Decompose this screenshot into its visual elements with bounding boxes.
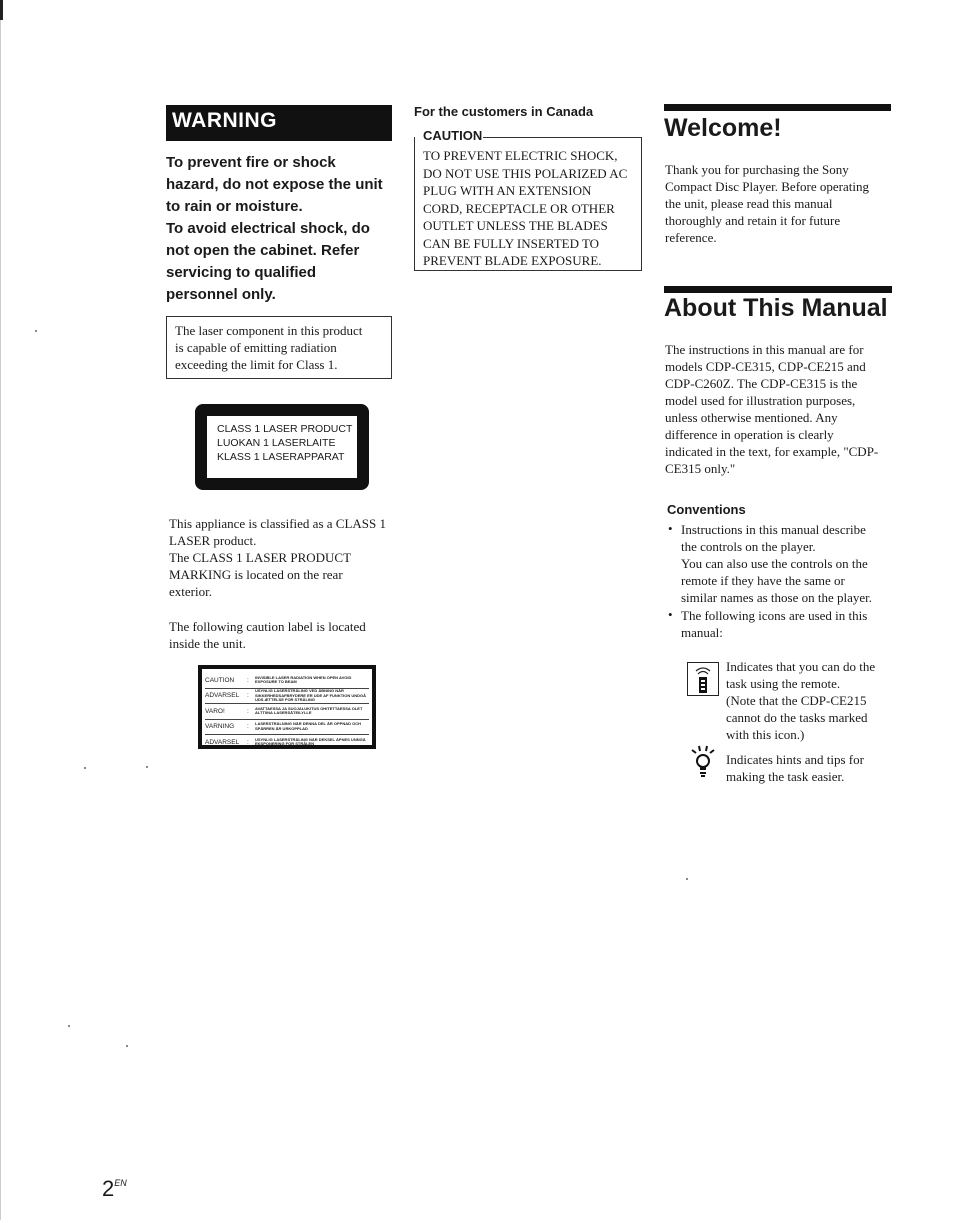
hint-icon-line: making the task easier. xyxy=(726,769,845,784)
laser-notice-box xyxy=(166,316,392,379)
appliance-line: The CLASS 1 LASER PRODUCT xyxy=(169,550,352,565)
caution-label-key: VARNING xyxy=(205,723,235,731)
caution-label-key: CAUTION xyxy=(205,676,235,684)
bullet-line: You can also use the controls on the xyxy=(681,556,868,571)
canada-heading: For the customers in Canada xyxy=(414,104,594,119)
welcome-text xyxy=(665,161,869,246)
bullet-line: similar names as those on the player. xyxy=(681,590,872,605)
scan-speck xyxy=(68,1025,70,1027)
bullet-dot: • xyxy=(668,521,673,536)
about-line: The instructions in this manual are for xyxy=(665,342,864,357)
canada-caution-line: OUTLET UNLESS THE BLADES xyxy=(423,218,608,233)
caution-label-row: CAUTION : INVISIBLE LASER RADIATION WHEN OPEN AVOID EXPOSURE TO BEAM xyxy=(205,673,369,689)
about-rule xyxy=(664,286,892,293)
scan-edge-mark xyxy=(0,0,3,20)
warning-line: to rain or moisture. xyxy=(166,198,303,215)
about-line: CE315 only." xyxy=(665,461,736,476)
welcome-line: Thank you for purchasing the Sony xyxy=(665,162,849,177)
class1-label-line: LUOKAN 1 LASERLAITE xyxy=(217,437,336,449)
about-line: difference in operation is clearly xyxy=(665,427,834,442)
warning-line: servicing to qualified xyxy=(166,264,317,281)
canada-caution-line: CAN BE FULLY INSERTED TO xyxy=(423,235,600,251)
warning-line: To avoid electrical shock, do xyxy=(166,220,370,237)
remote-icon-line: with this icon.) xyxy=(726,727,805,742)
scan-speck xyxy=(35,330,37,332)
caution-label-row: VARNING : LASERSTRÅLNING NÄR DENNA DEL ÄR ÖPPNAD OCH SPÄRREN ÄR URKOPPLAD xyxy=(205,720,369,736)
canada-caution-line: PREVENT BLADE EXPOSURE. xyxy=(423,253,602,268)
scan-speck xyxy=(686,878,688,880)
page-number xyxy=(102,1176,127,1202)
caution-label-fine: USYNLIG LASERSTRÅLING NÅR DEKSEL ÅPNES UNNGÅ EKSPONERING FOR STRÅLEN xyxy=(255,737,366,747)
appliance-text xyxy=(169,515,386,600)
remote-icon-line: (Note that the CDP-CE215 xyxy=(726,693,867,708)
welcome-line: thoroughly and retain it for future xyxy=(665,213,841,228)
welcome-heading: Welcome! xyxy=(664,114,782,142)
conventions-heading: Conventions xyxy=(667,502,746,517)
welcome-line: Compact Disc Player. Before operating xyxy=(665,179,869,194)
class1-label-line: KLASS 1 LASERAPPARAT xyxy=(217,451,345,463)
bullet-line: Instructions in this manual describe xyxy=(681,522,866,537)
bullet-line: remote if they have the same or xyxy=(681,573,845,588)
caution-location-line: inside the unit. xyxy=(169,636,246,651)
laser-notice-line: The laser component in this product xyxy=(175,323,363,338)
remote-icon xyxy=(687,662,719,696)
appliance-line: MARKING is located on the rear xyxy=(169,567,343,582)
canada-caution-title: CAUTION xyxy=(423,128,483,143)
warning-line: hazard, do not expose the unit xyxy=(166,176,383,193)
page-number-suffix: EN xyxy=(114,1178,127,1188)
bullet-line: The following icons are used in this xyxy=(681,608,868,623)
lightbulb-hint-icon xyxy=(688,744,718,784)
welcome-rule xyxy=(664,104,891,111)
scan-edge-line xyxy=(0,20,1,1220)
about-line: CDP-C260Z. The CDP-CE315 is the xyxy=(665,376,858,391)
appliance-line: LASER product. xyxy=(169,533,257,548)
warning-line: personnel only. xyxy=(166,286,276,303)
caution-label-fine: USYNLIG LASERSTRÅLING VED ÅBNING NÅR SIKKERHEDSAFBRYDERE ER UDE AF FUNKTION UNDGÅ UDS ÆTTELSE FOR STRÅLING xyxy=(255,689,367,702)
about-line: models CDP-CE315, CDP-CE215 and xyxy=(665,359,866,374)
caution-label-key: ADVARSEL xyxy=(205,692,240,700)
hint-icon-text xyxy=(726,751,864,785)
caution-label-fine: LASERSTRÅLNING NÄR DENNA DEL ÄR ÖPPNAD OCH SPÄRREN ÄR URKOPPLAD xyxy=(255,722,362,731)
remote-icon-line: cannot do the tasks marked xyxy=(726,710,868,725)
about-heading: About This Manual xyxy=(664,294,888,322)
canada-caution-line: DO NOT USE THIS POLARIZED AC xyxy=(423,165,628,181)
bullet-line: the controls on the player. xyxy=(681,539,816,554)
scan-speck xyxy=(126,1045,128,1047)
laser-notice-line: exceeding the limit for Class 1. xyxy=(175,357,338,372)
warning-line: not open the cabinet. Refer xyxy=(166,242,360,259)
bullet-dot: • xyxy=(668,607,673,622)
caution-label-key: VARO! xyxy=(205,707,225,715)
class1-label-line: CLASS 1 LASER PRODUCT xyxy=(217,423,353,435)
warning-text xyxy=(166,152,398,306)
warning-banner-text: WARNING xyxy=(172,109,277,132)
scan-speck xyxy=(84,767,86,769)
about-line: unless otherwise mentioned. Any xyxy=(665,410,838,425)
canada-caution-line: PLUG WITH AN EXTENSION xyxy=(423,183,592,198)
caution-label-key: ADVARSEL xyxy=(205,738,240,746)
remote-icon-text xyxy=(726,658,875,743)
caution-label-row: VARO! : AVATTAESSA JA SUOJALUKITUS OHITETTAESSA OLET ALTTIINA LASERSÄTEILYLLE xyxy=(205,704,369,720)
conventions-bullet-1 xyxy=(681,521,872,606)
canada-caution-line: CORD, RECEPTACLE OR OTHER xyxy=(423,200,615,216)
warning-banner xyxy=(166,105,392,141)
canada-caution-line: TO PREVENT ELECTRIC SHOCK, xyxy=(423,148,618,163)
caution-label-row: ADVARSEL : USYNLIG LASERSTRÅLING NÅR DEKSEL ÅPNES UNNGÅ EKSPONERING FOR STRÅLEN xyxy=(205,735,369,750)
caution-label-fine: AVATTAESSA JA SUOJALUKITUS OHITETTAESSA OLET ALTTIINA LASERSÄTEILYLLE xyxy=(255,706,363,716)
about-text xyxy=(665,341,878,477)
laser-notice-line: is capable of emitting radiation xyxy=(175,340,337,355)
welcome-line: the unit, please read this manual xyxy=(665,196,833,211)
appliance-line: exterior. xyxy=(169,584,212,599)
canada-caution-box xyxy=(414,128,642,271)
page-number-value: 2 xyxy=(102,1176,115,1201)
caution-label-fine: INVISIBLE LASER RADIATION WHEN OPEN AVOID EXPOSURE TO BEAM xyxy=(255,675,352,685)
caution-label xyxy=(198,665,376,749)
appliance-line: This appliance is classified as a CLASS 1 xyxy=(169,516,386,531)
caution-location-line: The following caution label is located xyxy=(169,619,366,634)
hint-icon-line: Indicates hints and tips for xyxy=(726,752,864,767)
conventions-bullet-2 xyxy=(681,607,867,641)
welcome-line: reference. xyxy=(665,230,717,245)
caution-label-row: ADVARSEL : USYNLIG LASERSTRÅLING VED ÅBNING NÅR SIKKERHEDSAFBRYDERE ER UDE AF FUNKTION UNDGÅ UDS ÆTTELSE FOR STRÅLING xyxy=(205,689,369,705)
scan-speck xyxy=(146,766,148,768)
warning-line: To prevent fire or shock xyxy=(166,154,336,171)
about-line: indicated in the text, for example, "CDP- xyxy=(665,444,879,459)
about-line: model used for illustration purposes, xyxy=(665,393,856,408)
bullet-line: manual: xyxy=(681,625,723,640)
remote-icon-line: Indicates that you can do the xyxy=(726,659,876,674)
class1-laser-label xyxy=(195,404,369,490)
caution-location-text xyxy=(169,618,366,652)
remote-icon-line: task using the remote. xyxy=(726,676,841,691)
